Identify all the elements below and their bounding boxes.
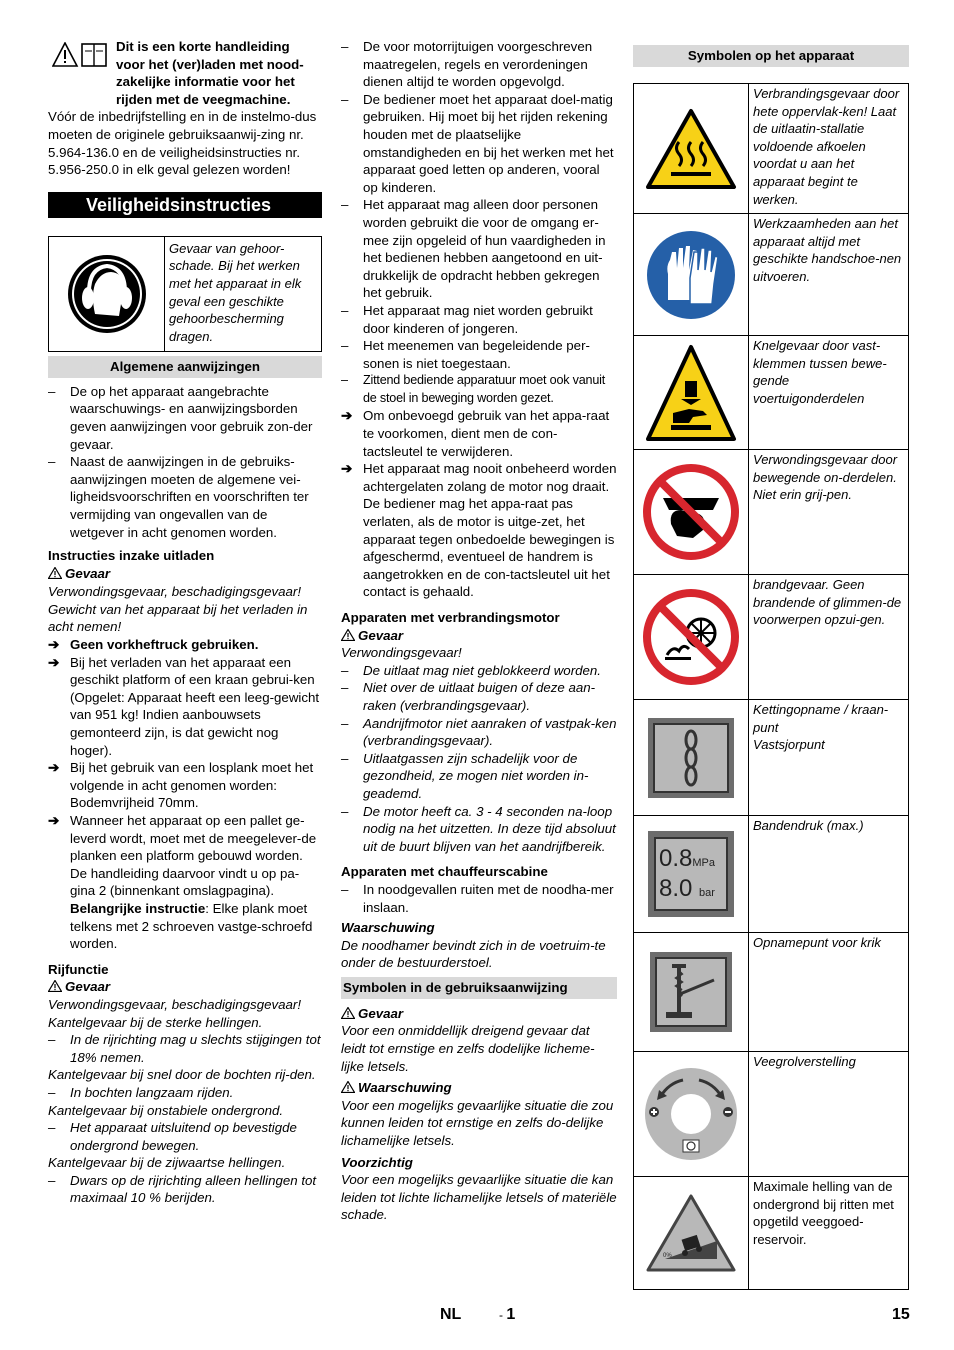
intro-heading: Dit is een korte handleiding voor het (ver)laden met nood-zakelijke informatie voor het rijden met de veegmachine.	[48, 38, 322, 108]
column-right	[633, 38, 909, 1290]
list-item: – De voor motorrijtuigen voorgeschreven maatregelen, regels en verordeningen dienen altijd te worden opgevolgd.	[341, 38, 617, 91]
arrow-icon: ➔	[48, 760, 60, 776]
cabin-title: Apparaten met chauffeurscabine	[341, 864, 548, 880]
symbol-row	[634, 1176, 908, 1289]
symbols-title: Symbolen in de gebruiksaanwijzing	[341, 977, 617, 999]
no-burning-objects-icon	[643, 589, 739, 685]
arrow-icon: ➔	[48, 813, 60, 828]
slope-label: 0%	[663, 1253, 672, 1259]
device-symbols-title: Symbolen op het apparaat	[633, 45, 909, 67]
ear-protection-text: Gevaar van gehoor-schade. Bij het werken met het apparaat in elk geval een geschikte gehoorbescherming dragen.	[169, 240, 302, 344]
drive-line: Kantelgevaar bij onstabiele ondergrond.	[48, 1102, 284, 1118]
unload-warning-text: Verwondingsgevaar, beschadigingsgevaar! Gewicht van het apparaat bij het verladen in acht nemen!	[48, 584, 308, 635]
list-item: – Zittend bediende apparatuur moet ook vanuit de stoel in beweging worden gezet.	[341, 372, 617, 407]
warning-icon	[48, 567, 62, 579]
symbol-text: Werkzaamheden aan het apparaat altijd met geschikte handschoe-nen uitvoeren.	[753, 216, 902, 284]
list-item: – Aandrijfmotor niet aanraken of vastpak-ken (verbrandingsgevaar).	[341, 715, 617, 750]
list-item: – Het meenemen van begeleidende per-sonen is niet toegestaan.	[341, 337, 617, 372]
brush-adjust-icon	[641, 1064, 741, 1164]
symbol-row	[634, 213, 908, 335]
symbol-text: Bandendruk (max.)	[753, 818, 864, 833]
list-item: – Het apparaat mag niet worden gebruikt door kinderen of jongeren.	[341, 302, 617, 337]
arrow-icon: ➔	[48, 654, 60, 670]
no-reach-in-icon	[643, 464, 739, 560]
max-slope-icon	[645, 1193, 737, 1273]
warning-icon	[341, 1081, 355, 1093]
warning-icon	[341, 629, 355, 641]
ear-protection-icon	[67, 254, 147, 334]
list-item: – Niet over de uitlaat buigen of deze aan-raken (verbrandingsgevaar).	[341, 679, 617, 714]
symbol-text: Veegrolverstelling	[753, 1054, 856, 1069]
footer-section: - 1	[499, 1306, 516, 1323]
column-left	[48, 38, 322, 1207]
unload-title: Instructies inzake uitladen	[48, 548, 215, 564]
unload-note: De handleiding daarvoor vindt u op pa-gina 2 (binnenkant omslagpagina).	[70, 865, 300, 899]
list-item: ➔ Het apparaat mag nooit onbeheerd worden achtergelaten zolang de motor nog draait. De bediener mag het appa-raat pas verlaten, als de motor is uitge-zet, het apparaat tegen onbedoelde bewegingen is afgeschermd, eventueel de handrem is aangetrokken en de con-tactsleutel uit het contact is gehaald.	[341, 461, 617, 600]
symbol-warning-text: Voor een mogelijks gevaarlijke situatie die zou kunnen leiden tot ernstige en zelfs do-delijke lichamelijke letsels.	[341, 1097, 614, 1149]
symbol-danger-text: Voor een onmiddellijk dreigend gevaar dat leidt tot ernstige en zelfs dodelijke licheme-lijke letsels.	[341, 1023, 595, 1074]
symbol-text: Maximale helling van de ondergrond bij ritten met opgetild veeggoed-reservoir.	[753, 1179, 894, 1247]
drive-line: Verwondingsgevaar, beschadigingsgevaar!	[48, 996, 302, 1012]
symbol-text: Opnamepunt voor krik	[753, 935, 881, 950]
cabin-warning: Waarschuwing	[341, 920, 435, 936]
list-item: – De motor heeft ca. 3 - 4 seconden na-loop nodig na het uitzetten. In deze tijd absoluut uit de buurt blijven van het aandrijfbereik.	[341, 803, 617, 856]
symbol-caution: Voorzichtig	[341, 1154, 413, 1170]
pressure-bar-unit: bar	[699, 887, 715, 899]
symbol-row	[634, 574, 908, 699]
column-middle	[341, 38, 617, 1224]
pressure-mpa: 0.8	[659, 845, 693, 872]
drive-line: Kantelgevaar bij de sterke hellingen.	[48, 1014, 263, 1030]
symbol-row	[634, 815, 908, 932]
symbol-text: Knelgevaar door vast-klemmen tussen bewe-gende voertuigonderdelen	[753, 338, 887, 406]
engine-warning: Gevaar	[341, 627, 617, 645]
footer-language: NL	[440, 1306, 462, 1323]
list-item: ➔ Bij het gebruik van een losplank moet het volgende in acht genomen worden: Bodemvrijheid 70mm.	[48, 760, 314, 811]
list-item: ➔ Bij het verladen van het apparaat een geschikt platform of een kraan gebrui-ken (Opgelet: Apparaat heeft een leeg-gewicht van 951 kg! Indien aanbouwsets gemonteerd zijn, is dat gewicht nog hoger).	[48, 654, 320, 758]
pressure-bar: 8.0	[659, 875, 693, 902]
list-item: ➔ Om onbevoegd gebruik van het appa-raat te voorkomen, dient men de con-tactsleutel te verwijderen.	[341, 408, 610, 459]
general-title: Algemene aanwijzingen	[48, 356, 322, 378]
cabin-warning-text: De noodhamer bevindt zich in de voetruim-te onder de bestuurderstoel.	[341, 937, 606, 971]
drive-line: – In bochten langzaam rijden.	[48, 1084, 322, 1102]
symbol-text: brandgevaar. Geen brandende of glimmen-de voorwerpen opzui-gen.	[753, 577, 902, 628]
tire-pressure-icon	[648, 831, 734, 917]
arrow-icon: ➔	[341, 408, 353, 424]
engine-title: Apparaten met verbrandingsmotor	[341, 610, 560, 625]
ear-protection-box	[48, 236, 322, 352]
list-item: – In noodgevallen ruiten met de noodha-mer inslaan.	[341, 881, 617, 916]
page-number: 15	[892, 1306, 910, 1323]
list-item: – Naast de aanwijzingen in de gebruiks-aanwijzingen moeten de algemene vei-ligheidsvoorschriften en voorschriften ter vermijding van ongevallen van de wetgever in acht genomen worden.	[48, 453, 322, 541]
drive-line: – In de rijrichting mag u slechts stijgingen tot 18% nemen.	[48, 1031, 322, 1066]
arrow-icon: ➔	[341, 461, 353, 477]
drive-title: Rijfunctie	[48, 961, 109, 977]
drive-line: – Het apparaat uitsluitend op bevestigde ondergrond bewegen.	[48, 1119, 322, 1154]
symbol-row	[634, 449, 908, 574]
symbol-row	[634, 84, 908, 213]
warning-manual-icon	[52, 42, 110, 68]
crush-hazard-icon	[645, 343, 737, 443]
drive-warning: Gevaar	[48, 978, 322, 996]
symbol-row	[634, 699, 908, 815]
pressure-mpa-unit: MPa	[692, 857, 715, 869]
symbol-row	[634, 335, 908, 449]
symbol-text: Verwondingsgevaar door bewegende on-derdelen. Niet erin grij-pen.	[753, 452, 898, 503]
drive-line: Kantelgevaar bij snel door de bochten rij-den.	[48, 1067, 316, 1083]
symbol-caution-text: Voor een mogelijks gevaarlijke situatie die kan leiden tot lichte lichamelijke letsels of materiële schade.	[341, 1172, 617, 1223]
drive-line: Kantelgevaar bij de zijwaartse hellingen.	[48, 1155, 286, 1171]
section-title: Veiligheidsinstructies	[48, 192, 322, 218]
drive-line: – Dwars op de rijrichting alleen hellingen tot maximaal 10 % berijden.	[48, 1172, 322, 1207]
symbol-row	[634, 932, 908, 1051]
jack-point-icon	[648, 950, 734, 1034]
symbol-danger: Gevaar	[341, 1005, 617, 1023]
intro-text: Vóór de inbedrijfstelling en in de instelmo-dus moeten de originele gebruiksaanwij-zing nr. 5.964-136.0 en de veiligheidsinstructies nr. 5.956-250.0 in elk geval gelezen worden!	[48, 109, 317, 178]
hot-surface-icon	[645, 108, 737, 190]
symbol-row	[634, 1051, 908, 1176]
warning-icon	[341, 1007, 355, 1019]
list-item: ➔ Geen vorkheftruck gebruiken.	[48, 637, 259, 653]
warning-icon	[48, 980, 62, 992]
unload-warning: Gevaar	[48, 565, 322, 583]
arrow-icon: ➔	[48, 637, 60, 653]
list-item: – Uitlaatgassen zijn schadelijk voor de gezondheid, ze mogen niet worden in-geademd.	[341, 750, 617, 803]
symbol-warning: Waarschuwing	[341, 1079, 617, 1097]
engine-warning-text: Verwondingsgevaar!	[341, 645, 462, 661]
unload-important: Belangrijke instructie: Elke plank moet telkens met 2 schroeven vastge-schroefd worden.	[70, 900, 313, 952]
chain-point-icon	[646, 716, 736, 800]
list-item: – De bediener moet het apparaat doel-matig gebruiken. Hij moet bij het rijden rekening houden met de plaatselijke omstandigheden en bij het werken met het apparaat goed letten op anderen, vooral op kinderen.	[341, 91, 617, 197]
gloves-icon	[646, 230, 736, 320]
list-item: ➔ Wanneer het apparaat op een pallet ge-leverd wordt, moet met de meegelever-de planken een platform gebouwd worden.	[48, 813, 317, 864]
list-item: – De op het apparaat aangebrachte waarschuwings- en aanwijzingsborden geven aanwijzingen voor gebruik zon-der gevaar.	[48, 383, 322, 453]
list-item: – Het apparaat mag alleen door personen worden gebruikt die voor de omgang er-mee zijn opgeleid of hun vaardigheden in het bedienen hebben aangetoond en uit-drukkelijk de opdracht hebben gekregen het gebruik.	[341, 196, 617, 302]
device-symbols-table	[633, 83, 909, 1290]
symbol-text: Verbrandingsgevaar door hete oppervlak-ken! Laat de uitlaatin-stallatie voldoende afkoelen voordat u aan het apparaat begint te werken.	[753, 86, 900, 207]
list-item: – De uitlaat mag niet geblokkeerd worden.	[341, 662, 617, 680]
symbol-text: Kettingopname / kraan-punt Vastsjorpunt	[753, 702, 889, 753]
